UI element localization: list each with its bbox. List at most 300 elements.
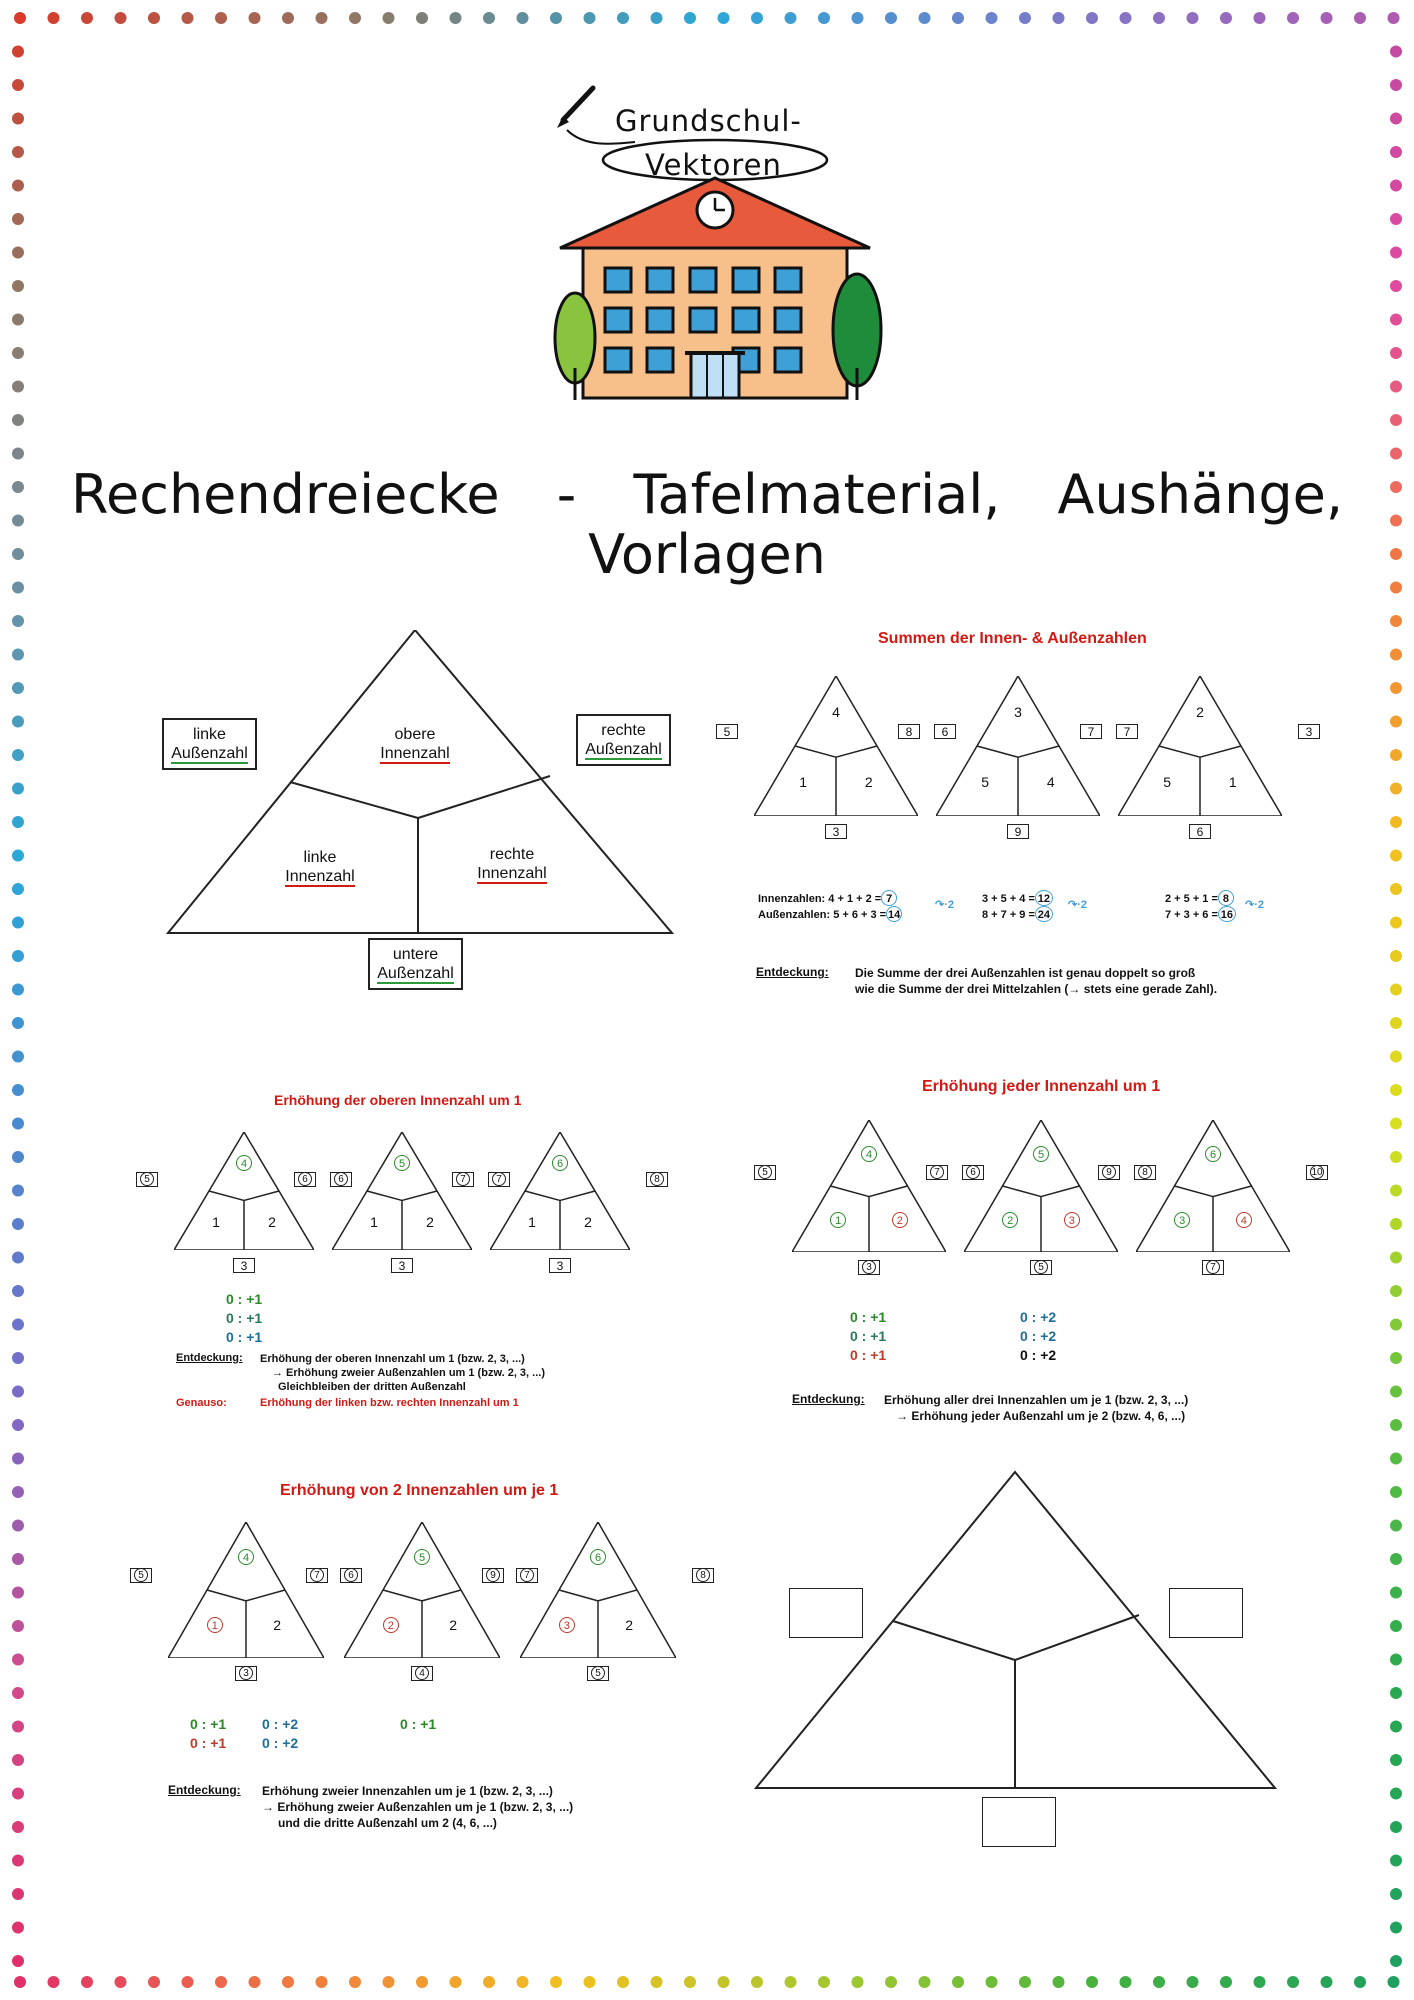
border-dot — [249, 12, 261, 24]
border-dot — [1390, 1855, 1402, 1867]
top-inc-discovery-label: Entdeckung: — [176, 1352, 243, 1364]
border-dot — [1390, 1017, 1402, 1029]
outer-number-box: 6 — [294, 1172, 316, 1187]
border-dot — [1321, 1976, 1333, 1988]
pen-icon — [557, 88, 593, 128]
border-dot — [12, 749, 24, 761]
border-dot — [12, 1788, 24, 1800]
outer-number-box: 3 — [825, 824, 847, 839]
border-dot — [718, 1976, 730, 1988]
triangle-number: 2 — [864, 774, 873, 791]
border-dot — [12, 1419, 24, 1431]
border-dot — [12, 146, 24, 158]
border-dot — [81, 12, 93, 24]
border-dot — [1390, 1821, 1402, 1833]
sums-arrow-3: ↷·2 — [1245, 899, 1264, 911]
border-dot — [12, 1754, 24, 1766]
border-dot — [1390, 448, 1402, 460]
each-inc-discovery-label: Entdeckung: — [792, 1392, 865, 1406]
border-dot — [1390, 615, 1402, 627]
triangle-number: 3 — [559, 1617, 575, 1633]
border-dot — [282, 12, 294, 24]
border-dot — [1220, 1976, 1232, 1988]
border-dot — [115, 12, 127, 24]
border-dot — [12, 1352, 24, 1364]
window — [690, 268, 716, 292]
outer-number-box: 10 — [1306, 1165, 1328, 1180]
border-dot — [12, 1520, 24, 1532]
blank-box-right — [1169, 1588, 1243, 1638]
window — [690, 308, 716, 332]
border-dot — [1187, 1976, 1199, 1988]
border-dot — [12, 1654, 24, 1666]
triangle-number: 1 — [212, 1213, 220, 1230]
border-dot — [1390, 816, 1402, 828]
border-dot — [885, 1976, 897, 1988]
triangle-number: 2 — [449, 1617, 458, 1634]
border-dot — [215, 12, 227, 24]
border-dot — [12, 280, 24, 292]
border-dot — [12, 1151, 24, 1163]
window — [647, 348, 673, 372]
school-logo — [545, 78, 885, 408]
border-dot — [1390, 1218, 1402, 1230]
border-dot — [617, 1976, 629, 1988]
triangle-number: 1 — [1228, 774, 1237, 791]
outer-number-box: 3 — [233, 1258, 255, 1273]
border-dot — [1390, 1687, 1402, 1699]
window — [775, 308, 801, 332]
triangle-number: 2 — [426, 1213, 434, 1230]
border-dot — [1390, 213, 1402, 225]
window — [647, 268, 673, 292]
border-dot — [1390, 1520, 1402, 1532]
border-dot — [751, 1976, 763, 1988]
triangle-number: 2 — [584, 1213, 592, 1230]
border-dot — [617, 12, 629, 24]
border-dot — [1153, 12, 1165, 24]
outer-number-box: 5 — [587, 1666, 609, 1681]
outer-number-box: 3 — [391, 1258, 413, 1273]
border-dot — [12, 448, 24, 460]
label-left-inner: linke Innenzahl — [285, 849, 355, 885]
outer-number-box: 7 — [488, 1172, 510, 1187]
border-dot — [215, 1976, 227, 1988]
border-dot — [986, 1976, 998, 1988]
triangle-number: 4 — [238, 1549, 254, 1565]
border-dot — [12, 716, 24, 728]
border-dot — [1390, 1352, 1402, 1364]
border-dot — [1390, 1419, 1402, 1431]
outer-number-box: 7 — [1116, 724, 1138, 739]
triangle-number: 2 — [1196, 704, 1204, 721]
border-dot — [12, 79, 24, 91]
border-dot — [1390, 883, 1402, 895]
sums-title: Summen der Innen- & Außenzahlen — [878, 630, 1147, 647]
border-dot — [1390, 1553, 1402, 1565]
triangle-number: 3 — [1014, 704, 1022, 721]
triangle-number: 1 — [370, 1213, 378, 1230]
border-dot — [12, 816, 24, 828]
border-dot — [182, 1976, 194, 1988]
border-dot — [12, 1553, 24, 1565]
border-dot — [584, 12, 596, 24]
border-dot — [1321, 12, 1333, 24]
window — [775, 348, 801, 372]
border-dot — [12, 1721, 24, 1733]
outer-number-box: 8 — [1134, 1165, 1156, 1180]
outer-number-box: 8 — [646, 1172, 668, 1187]
border-dot — [1287, 1976, 1299, 1988]
label-top-inner: obere Innenzahl — [380, 726, 450, 762]
border-dot — [12, 950, 24, 962]
two-inc-discovery-label: Entdeckung: — [168, 1783, 241, 1797]
border-dot — [182, 12, 194, 24]
each-inc-ratios-a: 0 : +1 0 : +1 0 : +1 — [850, 1309, 887, 1363]
border-dot — [12, 615, 24, 627]
border-dot — [1390, 1922, 1402, 1934]
border-dot — [651, 12, 663, 24]
triangle-number: 3 — [1174, 1212, 1190, 1228]
window — [733, 268, 759, 292]
border-dot — [81, 1976, 93, 1988]
border-dot — [12, 381, 24, 393]
sums-calc-2: 3 + 5 + 4 = 12 8 + 7 + 9 = 24 — [982, 890, 1053, 922]
border-dot — [1354, 12, 1366, 24]
border-dot — [818, 1976, 830, 1988]
border-dot — [1187, 12, 1199, 24]
border-dot — [651, 1976, 663, 1988]
border-dot — [1390, 1386, 1402, 1398]
border-dot — [12, 1955, 24, 1967]
outer-number-box: 7 — [516, 1568, 538, 1583]
window — [605, 348, 631, 372]
border-dot — [1390, 1285, 1402, 1297]
border-dot — [1053, 12, 1065, 24]
border-dot — [1019, 12, 1031, 24]
triangle-number: 4 — [236, 1155, 252, 1171]
border-dot — [1390, 247, 1402, 259]
border-dot — [986, 12, 998, 24]
outer-number-box: 7 — [306, 1568, 328, 1583]
border-dot — [1390, 1888, 1402, 1900]
border-dot — [416, 12, 428, 24]
border-dot — [1390, 1185, 1402, 1197]
outer-number-box: 6 — [340, 1568, 362, 1583]
border-dot — [1390, 1620, 1402, 1632]
border-dot — [1390, 1654, 1402, 1666]
border-dot — [1019, 1976, 1031, 1988]
border-dot — [1390, 347, 1402, 359]
triangle-number: 4 — [1236, 1212, 1252, 1228]
triangle-number: 2 — [268, 1213, 276, 1230]
border-dot — [12, 414, 24, 426]
label-left-outer: linke Außenzahl — [162, 718, 257, 770]
window — [605, 268, 631, 292]
outer-number-box: 4 — [411, 1666, 433, 1681]
border-dot — [852, 12, 864, 24]
border-dot — [1390, 1721, 1402, 1733]
outer-number-box: 5 — [1030, 1260, 1052, 1275]
border-dot — [12, 213, 24, 225]
border-dot — [12, 1486, 24, 1498]
outer-number-box: 6 — [330, 1172, 352, 1187]
border-dot — [316, 1976, 328, 1988]
border-dot — [885, 12, 897, 24]
border-dot — [12, 1922, 24, 1934]
border-dot — [12, 1084, 24, 1096]
sums-arrow-2: ↷·2 — [1068, 899, 1087, 911]
outer-number-box: 3 — [858, 1260, 880, 1275]
border-dot — [1390, 1955, 1402, 1967]
outer-number-box: 7 — [1080, 724, 1102, 739]
border-dot — [684, 12, 696, 24]
border-dot — [12, 1855, 24, 1867]
triangle-number: 4 — [832, 704, 840, 721]
label-right-outer: rechte Außenzahl — [576, 714, 671, 766]
border-dot — [1390, 280, 1402, 292]
border-dot — [12, 1888, 24, 1900]
each-inc-ratios-b: 0 : +2 0 : +2 0 : +2 — [1020, 1309, 1057, 1363]
border-dot — [1390, 1252, 1402, 1264]
border-dot — [1390, 113, 1402, 125]
top-inc-discovery: Erhöhung der oberen Innenzahl um 1 (bzw. 2, 3, ...) → Erhöhung zweier Außenzahlen um 1 (bzw. 2, 3, ...) Gleichbleiben der dritten Außenzahl — [260, 1353, 545, 1393]
triangle-number: 5 — [414, 1549, 430, 1565]
border-dot — [1390, 950, 1402, 962]
border-dot — [1254, 1976, 1266, 1988]
border-dot — [12, 1687, 24, 1699]
border-dot — [14, 12, 26, 24]
border-dot — [12, 1051, 24, 1063]
border-dot — [1390, 314, 1402, 326]
border-dot — [14, 1976, 26, 1988]
border-dot — [12, 1017, 24, 1029]
border-dot — [12, 1118, 24, 1130]
triangle-number: 6 — [590, 1549, 606, 1565]
outer-number-box: 3 — [235, 1666, 257, 1681]
outer-number-box: 3 — [549, 1258, 571, 1273]
border-dot — [12, 1218, 24, 1230]
border-dot — [952, 12, 964, 24]
border-dot — [1390, 1587, 1402, 1599]
border-dot — [383, 12, 395, 24]
outer-number-box: 8 — [692, 1568, 714, 1583]
border-dot — [349, 1976, 361, 1988]
border-dot — [12, 1453, 24, 1465]
border-dot — [115, 1976, 127, 1988]
border-dot — [1390, 79, 1402, 91]
border-dot — [12, 180, 24, 192]
border-dot — [1390, 46, 1402, 58]
border-dot — [751, 12, 763, 24]
outer-number-box: 7 — [1202, 1260, 1224, 1275]
triangle-number: 5 — [394, 1155, 410, 1171]
two-inc-discovery: Erhöhung zweier Innenzahlen um je 1 (bzw. 2, 3, ...) → Erhöhung zweier Außenzahlen um je 1 (bzw. 2, 3, ...) und die dritte Außenzahl um 2 (4, 6, ...) — [262, 1784, 574, 1830]
border-dot — [1086, 12, 1098, 24]
border-dot — [1390, 1788, 1402, 1800]
two-inc-title: Erhöhung von 2 Innenzahlen um je 1 — [280, 1482, 559, 1499]
border-dot — [1390, 381, 1402, 393]
triangle-number: 1 — [207, 1617, 223, 1633]
triangle-number: 5 — [1033, 1146, 1049, 1162]
triangle-number: 2 — [1002, 1212, 1018, 1228]
outer-number-box: 5 — [754, 1165, 776, 1180]
border-dot — [148, 1976, 160, 1988]
border-dot — [1390, 1486, 1402, 1498]
page-title: Rechendreiecke - Tafelmaterial, Aushänge, Vorlagen — [70, 463, 1344, 586]
border-dot — [148, 12, 160, 24]
outer-number-box: 6 — [1189, 824, 1211, 839]
outer-number-box: 9 — [1098, 1165, 1120, 1180]
border-dot — [1390, 1453, 1402, 1465]
sums-calc-3: 2 + 5 + 1 = 8 7 + 3 + 6 = 16 — [1165, 890, 1236, 922]
border-dot — [12, 1587, 24, 1599]
border-dot — [1390, 1754, 1402, 1766]
border-dot — [1390, 716, 1402, 728]
triangle-number: 1 — [799, 774, 808, 791]
outer-number-box: 7 — [926, 1165, 948, 1180]
border-dot — [1390, 1151, 1402, 1163]
blank-box-left — [789, 1588, 863, 1638]
outer-number-box: 9 — [482, 1568, 504, 1583]
triangle-number: 1 — [528, 1213, 536, 1230]
border-dot — [12, 1319, 24, 1331]
border-dot — [349, 12, 361, 24]
triangle-number: 6 — [1205, 1146, 1221, 1162]
outer-number-box: 3 — [1298, 724, 1320, 739]
border-dot — [1390, 783, 1402, 795]
border-dot — [1390, 649, 1402, 661]
border-dot — [12, 113, 24, 125]
border-dot — [12, 783, 24, 795]
triangle-number: 5 — [1163, 774, 1172, 791]
triangle-number: 2 — [892, 1212, 908, 1228]
border-dot — [12, 1185, 24, 1197]
border-dot — [919, 1976, 931, 1988]
each-inc-title: Erhöhung jeder Innenzahl um 1 — [922, 1078, 1161, 1095]
border-dot — [12, 347, 24, 359]
sums-calc-1: Innenzahlen: 4 + 1 + 2 = 7 Außenzahlen: 5 + 6 + 3 = 14 — [758, 890, 902, 922]
border-dot — [1390, 180, 1402, 192]
border-dot — [12, 1620, 24, 1632]
border-dot — [12, 984, 24, 996]
blank-box-bottom — [982, 1797, 1056, 1847]
triangle-number: 6 — [552, 1155, 568, 1171]
border-dot — [550, 12, 562, 24]
sums-arrow-1: ↷·2 — [935, 899, 954, 911]
border-dot — [1086, 1976, 1098, 1988]
triangle-number: 4 — [1046, 774, 1055, 791]
window — [733, 308, 759, 332]
border-dot — [1390, 146, 1402, 158]
border-dot — [12, 314, 24, 326]
outer-number-box: 6 — [934, 724, 956, 739]
triangle-number: 2 — [625, 1617, 634, 1634]
top-inc-also: Erhöhung der linken bzw. rechten Innenzahl um 1 — [260, 1397, 519, 1409]
border-dot — [785, 1976, 797, 1988]
blank-template — [750, 1470, 1290, 1850]
border-dot — [1390, 749, 1402, 761]
border-dot — [1390, 917, 1402, 929]
border-dot — [48, 1976, 60, 1988]
border-dot — [12, 46, 24, 58]
border-dot — [249, 1976, 261, 1988]
border-dot — [550, 1976, 562, 1988]
border-dot — [952, 1976, 964, 1988]
border-dot — [1390, 1084, 1402, 1096]
border-dot — [12, 1386, 24, 1398]
top-inc-also-label: Genauso: — [176, 1397, 227, 1409]
border-dot — [818, 12, 830, 24]
outer-number-box: 5 — [716, 724, 738, 739]
border-dot — [785, 12, 797, 24]
border-dot — [1390, 1319, 1402, 1331]
border-dot — [12, 682, 24, 694]
sums-discovery-label: Entdeckung: — [756, 965, 829, 979]
border-dot — [316, 12, 328, 24]
each-inc-discovery: Erhöhung aller drei Innenzahlen um je 1 (bzw. 2, 3, ...) → Erhöhung jeder Außenzahl um je 2 (bzw. 4, 6, ...) — [884, 1393, 1189, 1423]
border-dot — [450, 1976, 462, 1988]
label-bottom-outer: untere Außenzahl — [368, 938, 463, 990]
outer-number-box: 5 — [136, 1172, 158, 1187]
border-dot — [12, 247, 24, 259]
border-dot — [1053, 1976, 1065, 1988]
border-dot — [852, 1976, 864, 1988]
triangle-number: 2 — [383, 1617, 399, 1633]
border-dot — [1390, 414, 1402, 426]
logo-line1: Grundschul- — [615, 104, 802, 138]
border-dot — [584, 1976, 596, 1988]
border-dot — [483, 1976, 495, 1988]
triangle-number: 5 — [981, 774, 990, 791]
border-dot — [1390, 850, 1402, 862]
two-inc-ratios-a: 0 : +1 0 : +1 — [190, 1716, 227, 1751]
triangle-number: 1 — [830, 1212, 846, 1228]
border-dot — [12, 850, 24, 862]
logo-line2: Vektoren — [645, 148, 782, 182]
sums-discovery: Die Summe der drei Außenzahlen ist genau doppelt so groß wie die Summe der drei Mittelzahlen (→ stets eine gerade Zahl). — [855, 966, 1218, 996]
border-dot — [1153, 1976, 1165, 1988]
outer-number-box: 5 — [130, 1568, 152, 1583]
window — [605, 308, 631, 332]
border-dot — [1390, 1051, 1402, 1063]
border-dot — [483, 12, 495, 24]
border-dot — [1390, 682, 1402, 694]
triangle-number: 2 — [273, 1617, 282, 1634]
border-dot — [12, 1252, 24, 1264]
border-dot — [1390, 984, 1402, 996]
border-dot — [12, 883, 24, 895]
border-dot — [1287, 12, 1299, 24]
top-inc-ratios: 0 : +1 0 : +1 0 : +1 — [226, 1291, 263, 1345]
border-dot — [718, 12, 730, 24]
window — [775, 268, 801, 292]
border-dot — [48, 12, 60, 24]
border-dot — [1120, 1976, 1132, 1988]
window — [647, 308, 673, 332]
outer-number-box: 9 — [1007, 824, 1029, 839]
outer-number-box: 6 — [962, 1165, 984, 1180]
border-dot — [12, 1285, 24, 1297]
border-dot — [12, 1821, 24, 1833]
border-dot — [1254, 12, 1266, 24]
border-dot — [12, 649, 24, 661]
outer-number-box: 7 — [452, 1172, 474, 1187]
border-dot — [1354, 1976, 1366, 1988]
border-dot — [12, 917, 24, 929]
border-dot — [1220, 12, 1232, 24]
label-right-inner: rechte Innenzahl — [477, 846, 547, 882]
